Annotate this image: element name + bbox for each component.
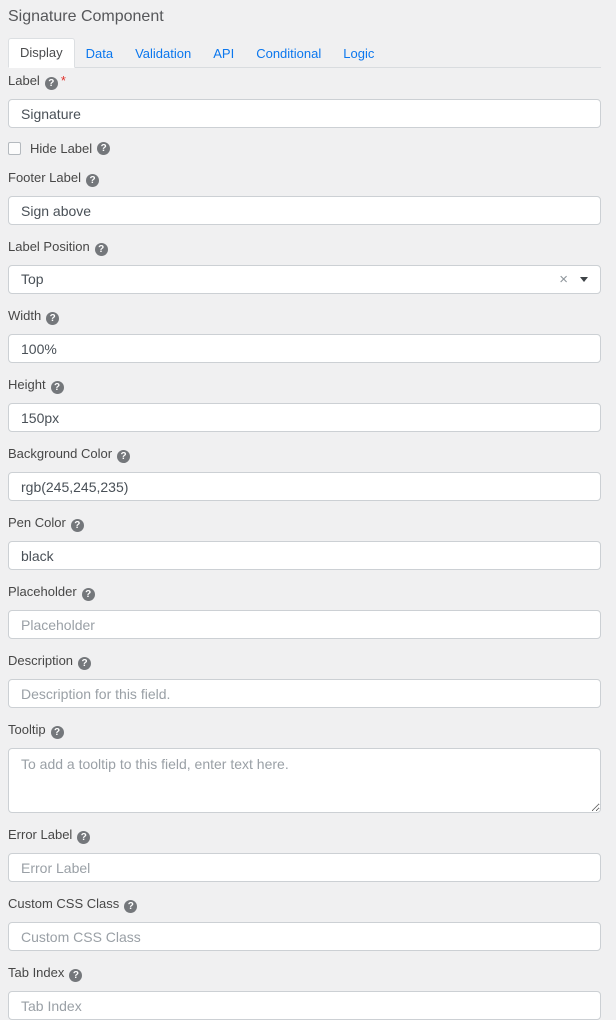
help-icon[interactable]: ?	[46, 312, 59, 325]
help-icon[interactable]: ?	[77, 831, 90, 844]
tab-logic[interactable]: Logic	[343, 46, 375, 61]
placeholder-field-group	[8, 585, 601, 639]
error-label-field-group	[8, 828, 601, 882]
footer-label-field-label	[8, 171, 601, 187]
help-icon[interactable]: ?	[71, 519, 84, 532]
description-field-label	[8, 654, 601, 670]
tab-data[interactable]: Data	[85, 46, 114, 61]
background-color-field-label	[8, 447, 601, 463]
footer-label-input[interactable]	[8, 196, 601, 225]
pen-color-field-label	[8, 516, 601, 532]
label-field-label	[8, 74, 601, 90]
description-input[interactable]	[8, 679, 601, 708]
tab-index-field-label	[8, 966, 601, 982]
placeholder-label-text: Placeholder	[8, 584, 77, 599]
label-position-select[interactable]	[8, 265, 601, 294]
description-field-group	[8, 654, 601, 708]
footer-label-field-group	[8, 171, 601, 225]
label-position-selected-value: Top	[21, 271, 44, 287]
pen-color-field-group	[8, 516, 601, 570]
label-input[interactable]	[8, 99, 601, 128]
help-icon[interactable]: ?	[69, 969, 82, 982]
tab-conditional[interactable]: Conditional	[256, 46, 322, 61]
tab-index-label-text: Tab Index	[8, 965, 65, 980]
help-icon[interactable]: ?	[124, 900, 137, 913]
label-position-label-text: Label Position	[8, 239, 90, 254]
label-field-label-text: Label	[8, 73, 40, 88]
tab-validation[interactable]: Validation	[135, 46, 192, 61]
height-input[interactable]	[8, 403, 601, 432]
help-icon[interactable]: ?	[117, 450, 130, 463]
error-label-field-label	[8, 828, 601, 844]
description-label-text: Description	[8, 653, 74, 668]
width-label-text: Width	[8, 308, 42, 323]
height-label-text: Height	[8, 377, 46, 392]
tooltip-field-group	[8, 723, 601, 813]
help-icon[interactable]: ?	[78, 657, 91, 670]
select-actions	[559, 272, 588, 287]
width-field-group	[8, 309, 601, 363]
help-icon[interactable]: ?	[82, 588, 95, 601]
tab-display[interactable]: Display	[8, 38, 75, 68]
tooltip-textarea[interactable]	[8, 748, 601, 813]
clear-selection-icon[interactable]: ×	[559, 271, 568, 288]
label-field-group	[8, 74, 601, 128]
tab-index-input[interactable]	[8, 991, 601, 1020]
background-color-field-group	[8, 447, 601, 501]
width-field-label	[8, 309, 601, 325]
help-icon[interactable]: ?	[86, 174, 99, 187]
error-label-label-text: Error Label	[8, 827, 73, 842]
height-field-group	[8, 378, 601, 432]
custom-css-class-label-text: Custom CSS Class	[8, 896, 120, 911]
help-icon[interactable]: ?	[95, 243, 108, 256]
page-title: Signature Component	[8, 8, 164, 25]
required-asterisk: *	[60, 73, 66, 88]
tooltip-field-label	[8, 723, 601, 739]
hide-label-label-text: Hide Label	[30, 141, 93, 156]
footer-label-label-text: Footer Label	[8, 170, 81, 185]
custom-css-class-input[interactable]	[8, 922, 601, 951]
width-input[interactable]	[8, 334, 601, 363]
background-color-input[interactable]	[8, 472, 601, 501]
tab-api[interactable]: API	[213, 46, 235, 61]
tab-index-field-group	[8, 966, 601, 1020]
label-position-field-label	[8, 240, 601, 256]
help-icon[interactable]: ?	[97, 142, 110, 155]
pen-color-input[interactable]	[8, 541, 601, 570]
help-icon[interactable]: ?	[45, 77, 58, 90]
hide-label-field-group	[8, 141, 601, 156]
label-position-field-group	[8, 240, 601, 294]
tooltip-label-text: Tooltip	[8, 722, 46, 737]
hide-label-checkbox[interactable]	[8, 142, 21, 155]
help-icon[interactable]: ?	[51, 726, 64, 739]
error-label-input[interactable]	[8, 853, 601, 882]
pen-color-label-text: Pen Color	[8, 515, 66, 530]
height-field-label	[8, 378, 601, 394]
help-icon[interactable]: ?	[51, 381, 64, 394]
placeholder-field-label	[8, 585, 601, 601]
background-color-label-text: Background Color	[8, 446, 113, 461]
placeholder-input[interactable]	[8, 610, 601, 639]
tab-bar	[8, 38, 601, 68]
chevron-down-icon[interactable]	[580, 277, 588, 282]
custom-css-class-field-group	[8, 897, 601, 951]
custom-css-class-field-label	[8, 897, 601, 913]
